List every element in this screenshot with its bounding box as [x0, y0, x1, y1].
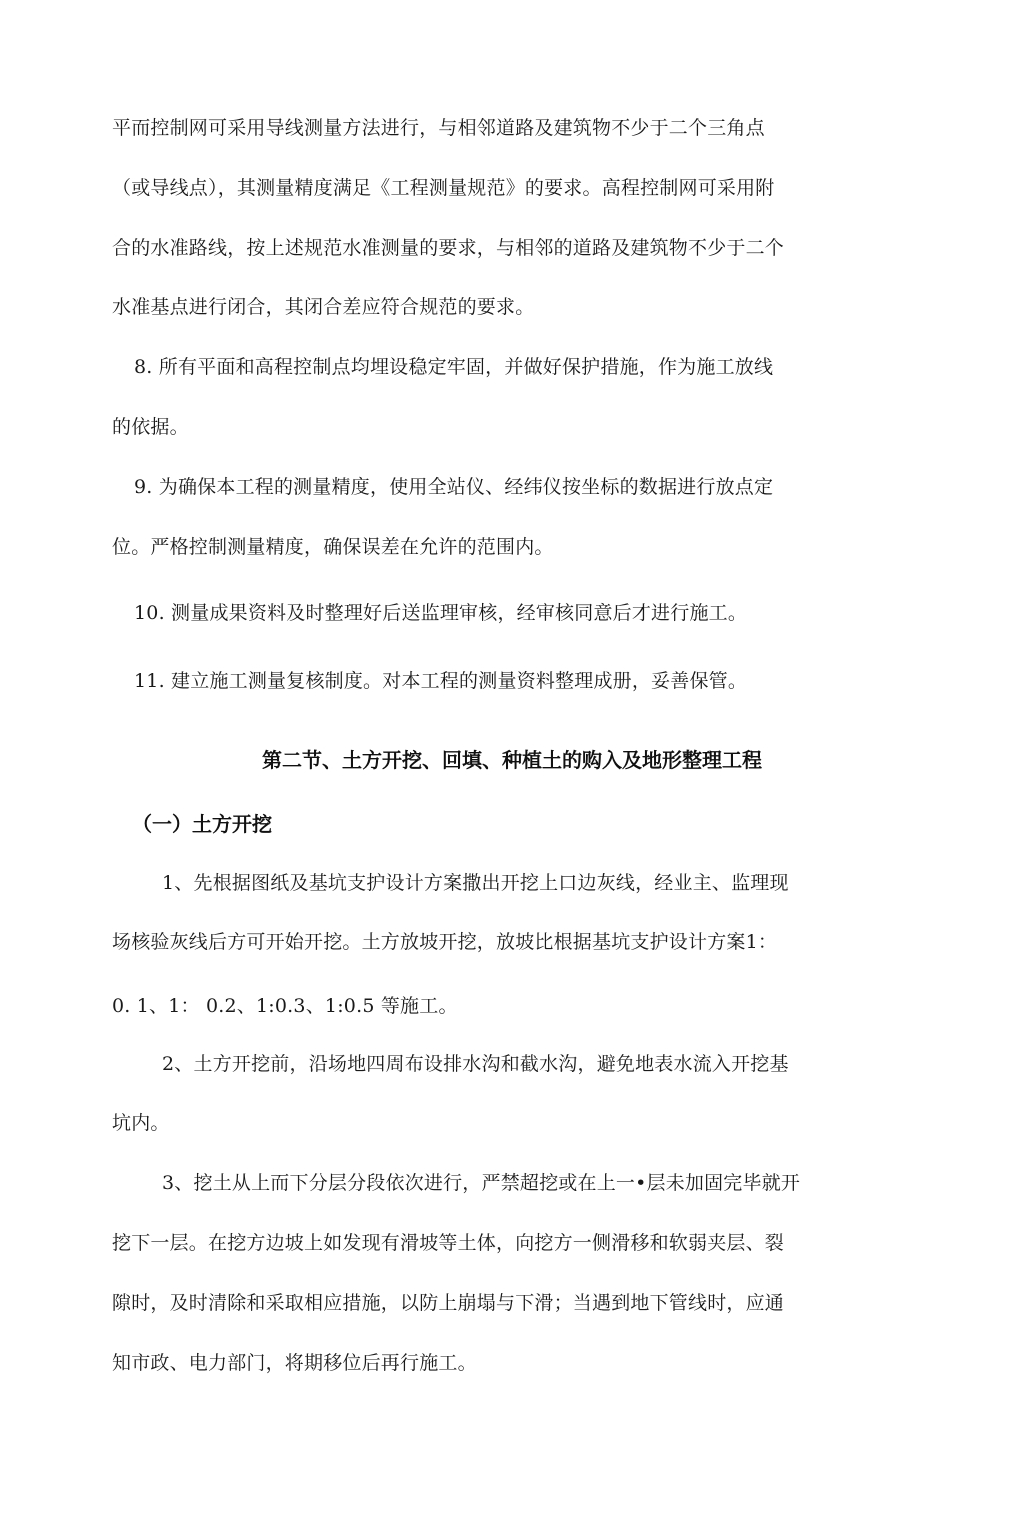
list-item-9: 9. 为确保本工程的测量精度，使用全站仪、经纬仪按坐标的数据进行放点定 — [134, 476, 774, 498]
paragraph-line: 的依据。 — [112, 416, 189, 438]
paragraph-line: 场核验灰线后方可开始开挖。土方放坡开挖，放坡比根据基坑支护设计方案1： — [112, 931, 778, 953]
paragraph-line: 隙时，及时清除和采取相应措施，以防上崩塌与下滑；当遇到地下管线时，应通 — [112, 1292, 785, 1314]
paragraph-line: （或导线点），其测量精度满足《工程测量规范》的要求。高程控制网可采用附 — [112, 177, 775, 199]
subsection-title: （一）土方开挖 — [132, 812, 272, 836]
paragraph-line: 水准基点进行闭合，其闭合差应符合规范的要求。 — [112, 296, 535, 318]
paragraph-line: 位。严格控制测量精度，确保误差在允许的范围内。 — [112, 536, 554, 558]
paragraph-line: 2、土方开挖前，沿场地四周布设排水沟和截水沟，避免地表水流入开挖基 — [162, 1053, 789, 1075]
paragraph-line: 坑内。 — [112, 1112, 170, 1134]
paragraph-line: 合的水准路线，按上述规范水准测量的要求，与相邻的道路及建筑物不少于二个 — [112, 237, 785, 259]
list-item-11: 11. 建立施工测量复核制度。对本工程的测量资料整理成册，妥善保管。 — [134, 670, 748, 692]
list-item-10: 10. 测量成果资料及时整理好后送监理审核，经审核同意后才进行施工。 — [134, 602, 748, 624]
paragraph-line: 平而控制网可采用导线测量方法进行，与相邻道路及建筑物不少于二个三角点 — [112, 117, 765, 139]
paragraph-line: 挖下一层。在挖方边坡上如发现有滑坡等土体，向挖方一侧滑移和软弱夹层、裂 — [112, 1232, 785, 1254]
paragraph-line: 1、先根据图纸及基坑支护设计方案撒出开挖上口边灰线，经业主、监理现 — [162, 872, 789, 894]
section-title: 第二节、土方开挖、回填、种植土的购入及地形整理工程 — [262, 748, 762, 772]
paragraph-line: 知市政、电力部门，将期移位后再行施工。 — [112, 1352, 477, 1374]
list-item-8: 8. 所有平面和高程控制点均埋设稳定牢固，并做好保护措施，作为施工放线 — [134, 356, 774, 378]
paragraph-line: 3、挖土从上而下分层分段依次进行，严禁超挖或在上一•层未加固完毕就开 — [162, 1172, 801, 1194]
paragraph-line: 0. 1、1： 0.2、1:0.3、1:0.5 等施工。 — [112, 995, 458, 1017]
